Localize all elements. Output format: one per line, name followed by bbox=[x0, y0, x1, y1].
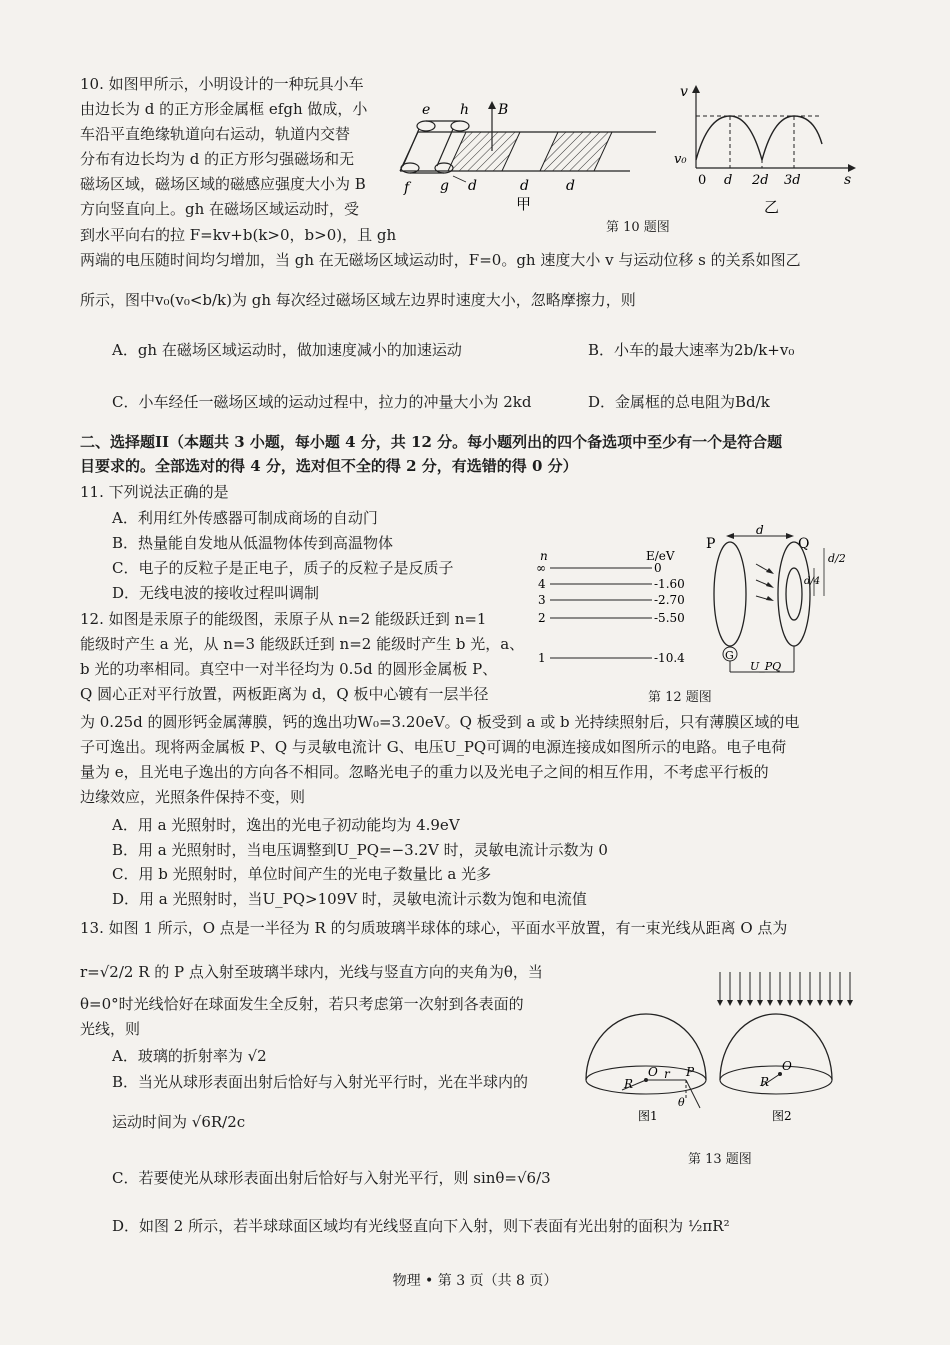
q11-option-a: A．利用红外传感器可制成商场的自动门 bbox=[112, 509, 378, 527]
label-xd: d bbox=[724, 173, 733, 188]
figure-13-hemispheres bbox=[582, 968, 854, 1138]
label-n: n bbox=[540, 549, 548, 563]
q10-line-2: 由边长为 d 的正方形金属框 efgh 做成，小 bbox=[80, 100, 368, 118]
q10-line-9: 所示，图中v₀(v₀<b/k)为 gh 每次经过磁场区域左边界时速度大小，忽略摩擦力，则 bbox=[80, 291, 636, 309]
label-s: s bbox=[844, 172, 852, 188]
fig13-label-fig2: 图2 bbox=[772, 1109, 792, 1123]
q12-option-d: D．用 a 光照射时，当U_PQ>109V 时，灵敏电流计示数为饱和电流值 bbox=[112, 890, 587, 908]
svg-text:-2.70: -2.70 bbox=[654, 593, 685, 607]
label-UPQ: U_PQ bbox=[750, 660, 782, 673]
q13-option-b-line-2: 运动时间为 √6R/2c bbox=[112, 1113, 246, 1131]
label-x2d: 2d bbox=[752, 173, 769, 188]
energy-level-inf bbox=[536, 561, 662, 575]
q13-option-a: A．玻璃的折射率为 √2 bbox=[112, 1047, 267, 1065]
figure-12-plates-circuit bbox=[700, 524, 850, 684]
svg-text:4: 4 bbox=[538, 577, 546, 591]
q12-option-c: C．用 b 光照射时，单位时间产生的光电子数量比 a 光多 bbox=[112, 865, 492, 883]
q10-line-7: 到水平向右的拉 F=kv+b(k>0，b>0)，且 gh bbox=[80, 226, 397, 244]
label-d-3: d bbox=[566, 178, 575, 194]
svg-text:∞: ∞ bbox=[536, 561, 546, 575]
section-2-line-1: 二、选择题II（本题共 3 小题，每小题 4 分，共 12 分。每小题列出的四个备选项中至少有一个是符合题 bbox=[80, 433, 783, 451]
label-yi: 乙 bbox=[764, 198, 780, 216]
figure-12-caption: 第 12 题图 bbox=[648, 690, 712, 705]
label-B: B bbox=[498, 102, 509, 118]
label-v0: v₀ bbox=[674, 152, 687, 167]
q11-stem: 11. 下列说法正确的是 bbox=[80, 483, 229, 501]
energy-level-2 bbox=[538, 611, 685, 625]
page-footer: 物理 • 第 3 页（共 8 页） bbox=[392, 1273, 558, 1289]
label-P: P bbox=[706, 536, 716, 552]
svg-text:-10.4: -10.4 bbox=[654, 651, 685, 665]
q13-line-3: θ=0°时光线恰好在球面发生全反射，若只考虑第一次射到各表面的 bbox=[80, 995, 524, 1013]
galvanometer-G: G bbox=[725, 649, 734, 662]
q10-option-d: D．金属框的总电阻为Bd/k bbox=[588, 393, 770, 411]
fig13-label-O2: O bbox=[782, 1059, 792, 1073]
q13-option-d: D．如图 2 所示，若半球球面区域均有光线竖直向下入射，则下表面有光出射的面积为 ½πR² bbox=[112, 1217, 730, 1235]
label-x0: 0 bbox=[698, 173, 707, 188]
figure-10-caption: 第 10 题图 bbox=[606, 220, 670, 235]
q12-line-5: 为 0.25d 的圆形钙金属薄膜，钙的逸出功W₀=3.20eV。Q 板受到 a 或 b 光持续照射后，只有薄膜区域的电 bbox=[80, 713, 800, 731]
q10-option-b: B．小车的最大速率为2b/k+v₀ bbox=[588, 341, 795, 359]
svg-text:2: 2 bbox=[538, 611, 546, 625]
q12-line-4: Q 圆心正对平行放置，两板距离为 d，Q 板中心镀有一层半径 bbox=[80, 685, 489, 703]
figure-12-energy-levels bbox=[534, 548, 694, 678]
fig13-label-theta: θ bbox=[678, 1096, 685, 1109]
svg-text:-1.60: -1.60 bbox=[654, 577, 685, 591]
q10-line-3: 车沿平直绝缘轨道向右运动，轨道内交替 bbox=[80, 125, 351, 143]
q12-option-a: A．用 a 光照射时，逸出的光电子初动能均为 4.9eV bbox=[112, 816, 460, 834]
svg-text:0: 0 bbox=[654, 561, 662, 575]
label-d-1: d bbox=[468, 178, 477, 194]
q12-line-2: 能级时产生 a 光，从 n=3 能级跃迁到 n=2 能级时产生 b 光，a、 bbox=[80, 635, 525, 653]
fig13-label-P: P bbox=[686, 1065, 695, 1079]
q13-line-1: 13. 如图 1 所示，O 点是一半径为 R 的匀质玻璃半球体的球心，平面水平放置，有一束光线从距离 O 点为 bbox=[80, 919, 788, 937]
q13-option-c: C．若要使光从球形表面出射后恰好与入射光平行，则 sinθ=√6/3 bbox=[112, 1169, 551, 1187]
energy-level-4 bbox=[538, 577, 685, 591]
label-e: e bbox=[422, 102, 431, 118]
q10-line-8: 两端的电压随时间均匀增加，当 gh 在无磁场区域运动时，F=0。gh 速度大小 v 与运动位移 s 的关系如图乙 bbox=[80, 251, 801, 269]
q10-option-c: C．小车经任一磁场区域的运动过程中，拉力的冲量大小为 2kd bbox=[112, 393, 532, 411]
label-d: d bbox=[756, 524, 764, 537]
fig13-label-fig1: 图1 bbox=[638, 1109, 658, 1123]
label-d-2: d bbox=[520, 178, 529, 194]
q10-line-4: 分布有边长均为 d 的正方形匀强磁场和无 bbox=[80, 150, 355, 168]
q13-option-b-line-1: B．当光从球形表面出射后恰好与入射光平行时，光在半球内的 bbox=[112, 1073, 529, 1091]
q10-line-6: 方向竖直向上。gh 在磁场区域运动时，受 bbox=[80, 200, 360, 218]
label-d4: d/4 bbox=[804, 576, 821, 587]
figure-10-jia bbox=[398, 96, 660, 216]
label-v: v bbox=[680, 84, 688, 100]
q12-line-7: 量为 e，且光电子逸出的方向各不相同。忽略光电子的重力以及光电子之间的相互作用，不考虑平行板的 bbox=[80, 763, 769, 781]
q11-option-b: B．热量能自发地从低温物体传到高温物体 bbox=[112, 534, 394, 552]
q12-line-1: 12. 如图是汞原子的能级图，汞原子从 n=2 能级跃迁到 n=1 bbox=[80, 610, 487, 628]
label-x3d: 3d bbox=[784, 173, 801, 188]
label-Q: Q bbox=[798, 536, 810, 552]
fig13-label-R2: R bbox=[760, 1075, 770, 1089]
label-EeV: E/eV bbox=[646, 549, 675, 563]
section-2-line-2: 目要求的。全部选对的得 4 分，选对但不全的得 2 分，有选错的得 0 分） bbox=[80, 457, 578, 475]
q10-line-1: 10. 如图甲所示，小明设计的一种玩具小车 bbox=[80, 75, 364, 93]
energy-level-3 bbox=[538, 593, 685, 607]
fig13-label-r: r bbox=[664, 1067, 670, 1081]
energy-level-1 bbox=[538, 651, 685, 665]
svg-text:1: 1 bbox=[538, 651, 546, 665]
label-jia: 甲 bbox=[516, 195, 532, 213]
figure-13-caption: 第 13 题图 bbox=[688, 1152, 752, 1167]
q12-line-3: b 光的功率相同。真空中一对半径均为 0.5d 的圆形金属板 P、 bbox=[80, 660, 498, 678]
svg-text:3: 3 bbox=[538, 593, 546, 607]
q12-line-8: 边缘效应，光照条件保持不变，则 bbox=[80, 788, 306, 806]
q11-option-c: C．电子的反粒子是正电子，质子的反粒子是反质子 bbox=[112, 559, 454, 577]
fig13-label-R1: R bbox=[624, 1077, 634, 1091]
label-h: h bbox=[460, 102, 470, 118]
label-f: f bbox=[404, 180, 410, 196]
q13-line-2: r=√2/2 R 的 P 点入射至玻璃半球内，光线与竖直方向的夹角为θ，当 bbox=[80, 963, 543, 981]
q11-option-d: D．无线电波的接收过程叫调制 bbox=[112, 584, 320, 602]
svg-text:-5.50: -5.50 bbox=[654, 611, 685, 625]
q12-option-b: B．用 a 光照射时，当电压调整到U_PQ=−3.2V 时，灵敏电流计示数为 0 bbox=[112, 841, 608, 859]
q10-line-5: 磁场区域，磁场区域的磁感应强度大小为 B bbox=[80, 175, 366, 193]
fig13-label-O1: O bbox=[648, 1065, 658, 1079]
label-g: g bbox=[440, 178, 449, 194]
q10-option-a: A．gh 在磁场区域运动时，做加速度减小的加速运动 bbox=[112, 341, 462, 359]
label-d2: d/2 bbox=[828, 552, 846, 565]
figure-10-yi bbox=[672, 80, 862, 220]
q12-line-6: 子可逸出。现将两金属板 P、Q 与灵敏电流计 G、电压U_PQ可调的电源连接成如图所示的电路。电子电荷 bbox=[80, 738, 787, 756]
q13-line-4: 光线，则 bbox=[80, 1020, 141, 1038]
